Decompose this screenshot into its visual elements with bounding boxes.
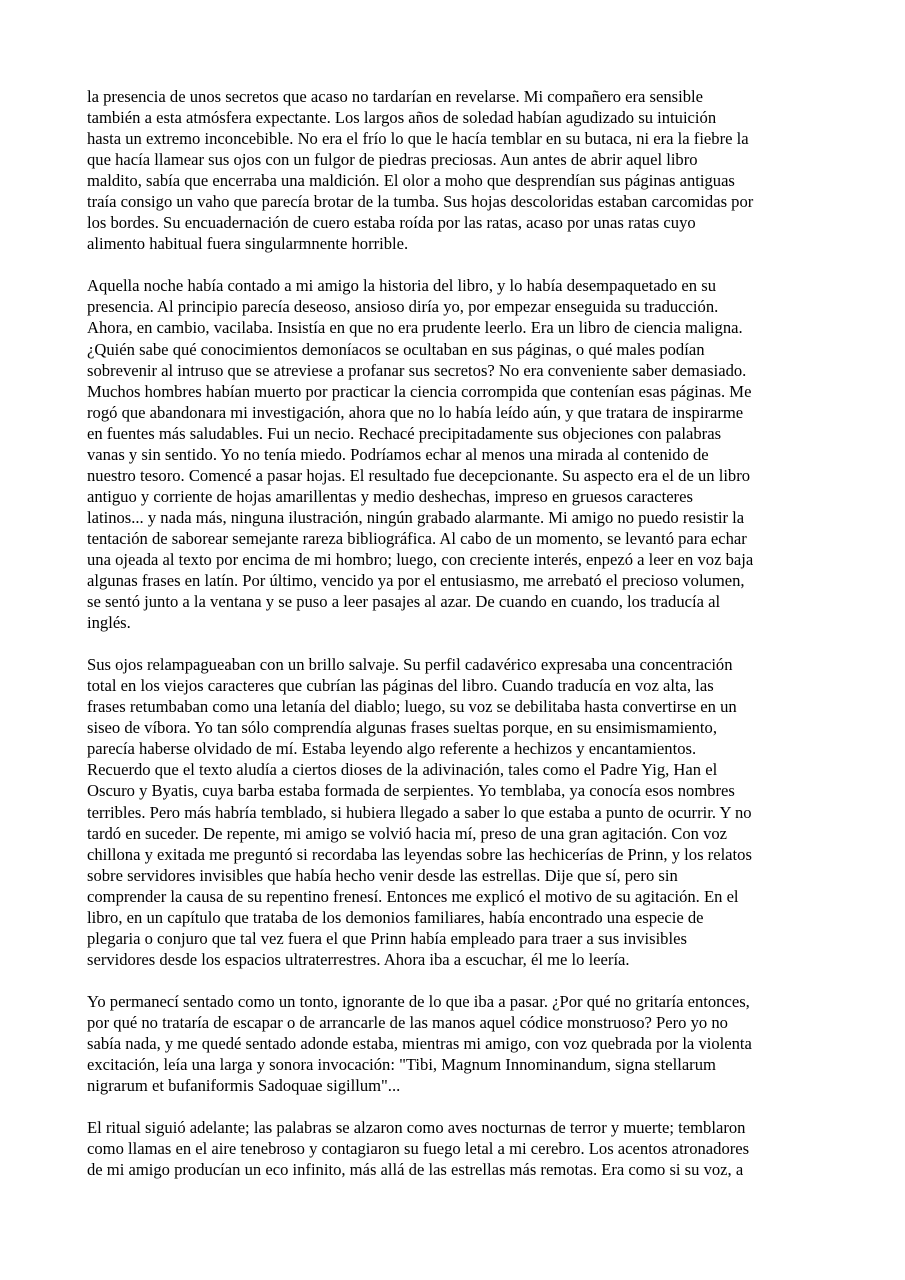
- text-line: como llamas en el aire tenebroso y contagiaron su fuego letal a mi cerebro. Los acentos atronadores: [87, 1139, 750, 1159]
- text-line: por qué no trataría de escapar o de arrancarle de las manos aquel códice monstruoso? Pero yo no: [87, 1012, 728, 1032]
- text-line: tardó en suceder. De repente, mi amigo se volvió hacia mí, preso de una gran agitación. Con voz: [87, 823, 728, 843]
- text-line: tentación de saborear semejante rareza bibliográfica. Al cabo de un momento, se levantó para echar: [87, 528, 747, 548]
- text-line: rogó que abandonara mi investigación, ahora que no lo había leído aún, y que tratara de inspirarme: [87, 402, 744, 422]
- text-line: Sus ojos relampagueaban con un brillo salvaje. Su perfil cadavérico expresaba una concentración: [87, 655, 733, 675]
- paragraph-3: [87, 654, 822, 970]
- text-line: vanas y sin sentido. Yo no tenía miedo. Podríamos echar al menos una mirada al contenido de: [87, 444, 709, 464]
- text-line: los bordes. Su encuadernación de cuero estaba roída por las ratas, acaso por unas ratas cuyo: [87, 213, 696, 233]
- text-line: siseo de víbora. Yo tan sólo comprendía algunas frases sueltas porque, en su ensimismamiento,: [87, 718, 717, 738]
- text-line: Aquella noche había contado a mi amigo la historia del libro, y lo había desempaquetado en su: [87, 276, 716, 296]
- text-line: también a esta atmósfera expectante. Los largos años de soledad habían agudizado su intuición: [87, 108, 717, 128]
- text-line: total en los viejos caracteres que cubrían las páginas del libro. Cuando traducía en voz alta, las: [87, 676, 714, 696]
- text-line: latinos... y nada más, ninguna ilustración, ningún grabado alarmante. Mi amigo no puedo resistir la: [87, 507, 745, 527]
- text-line: El ritual siguió adelante; las palabras se alzaron como aves nocturnas de terror y muerte; temblaron: [87, 1118, 746, 1138]
- text-line: Ahora, en cambio, vacilaba. Insistía en que no era prudente leerlo. Era un libro de ciencia maligna.: [87, 318, 743, 338]
- text-line: nigrarum et bufaniformis Sadoquae sigillum"...: [87, 1076, 401, 1096]
- text-line: Yo permanecí sentado como un tonto, ignorante de lo que iba a pasar. ¿Por qué no gritaría entonces,: [87, 991, 750, 1011]
- text-line: parecía haberse olvidado de mí. Estaba leyendo algo referente a hechizos y encantamientos.: [87, 739, 697, 759]
- text-line: comprender la causa de su repentino frenesí. Entonces me explicó el motivo de su agitación. En el: [87, 886, 739, 906]
- text-line: excitación, leía una larga y sonora invocación: "Tibi, Magnum Innominandum, signa stellarum: [87, 1055, 716, 1075]
- paragraph-2: [87, 275, 822, 633]
- text-line: hasta un extremo inconcebible. No era el frío lo que le hacía temblar en su butaca, ni era la fiebre la: [87, 129, 749, 149]
- text-line: que hacía llamear sus ojos con un fulgor de piedras preciosas. Aun antes de abrir aquel libro: [87, 150, 698, 170]
- text-line: maldito, sabía que encerraba una maldición. El olor a moho que desprendían sus páginas antiguas: [87, 171, 735, 191]
- text-line: Muchos hombres habían muerto por practicar la ciencia corrompida que contenían esas páginas. Me: [87, 381, 752, 401]
- text-line: alimento habitual fuera singularmnente horrible.: [87, 234, 409, 254]
- text-line: ¿Quién sabe qué conocimientos demoníacos se ocultaban en sus páginas, o qué males podían: [87, 339, 705, 359]
- text-line: terribles. Pero más habría temblado, si hubiera llegado a saber lo que estaba a punto de ocurrir. Y no: [87, 802, 752, 822]
- text-line: libro, en un capítulo que trataba de los demonios familiares, había encontrado una especie de: [87, 907, 704, 927]
- text-line: presencia. Al principio parecía deseoso, ansioso diría yo, por empezar enseguida su traducción.: [87, 297, 719, 317]
- text-line: servidores desde los espacios ultraterrestres. Ahora iba a escuchar, él me lo leería.: [87, 949, 630, 969]
- document-page: [87, 86, 822, 1201]
- text-line: la presencia de unos secretos que acaso no tardarían en revelarse. Mi compañero era sensible: [87, 87, 704, 106]
- paragraph-1: [87, 86, 822, 254]
- text-line: chillona y exitada me preguntó si recordaba las leyendas sobre las hechicerías de Prinn, y los relatos: [87, 844, 752, 864]
- text-line: de mi amigo producían un eco infinito, más allá de las estrellas más remotas. Era como si su voz, a: [87, 1160, 744, 1180]
- text-line: una ojeada al texto por encima de mi hombro; luego, con creciente interés, enpezó a leer en voz baja: [87, 549, 754, 569]
- text-line: frases retumbaban como una letanía del diablo; luego, su voz se debilitaba hasta convertirse en un: [87, 697, 737, 717]
- text-line: nuestro tesoro. Comencé a pasar hojas. El resultado fue decepcionante. Su aspecto era el de un libro: [87, 465, 751, 485]
- text-line: sobrevenir al intruso que se atreviese a profanar sus secretos? No era conveniente saber demasiado.: [87, 360, 747, 380]
- text-line: inglés.: [87, 613, 131, 633]
- text-line: en fuentes más saludables. Fui un necio. Rechacé precipitadamente sus objeciones con palabras: [87, 423, 722, 443]
- paragraph-5: [87, 1117, 822, 1180]
- text-line: antiguo y corriente de hojas amarillentas y medio deshechas, impreso en gruesos caracteres: [87, 486, 693, 506]
- text-line: plegaria o conjuro que tal vez fuera el que Prinn había empleado para traer a sus invisibles: [87, 928, 687, 948]
- text-line: sobre servidores invisibles que había hecho venir desde las estrellas. Dije que sí, pero sin: [87, 865, 678, 885]
- text-line: sabía nada, y me quedé sentado adonde estaba, mientras mi amigo, con voz quebrada por la violenta: [87, 1033, 752, 1053]
- text-line: se sentó junto a la ventana y se puso a leer pasajes al azar. De cuando en cuando, los traducía al: [87, 592, 721, 612]
- text-line: algunas frases en latín. Por último, vencido ya por el entusiasmo, me arrebató el precioso volumen,: [87, 571, 745, 591]
- text-line: traía consigo un vaho que parecía brotar de la tumba. Sus hojas descoloridas estaban carcomidas por: [87, 192, 754, 212]
- text-line: Recuerdo que el texto aludía a ciertos dioses de la adivinación, tales como el Padre Yig, Han el: [87, 760, 718, 780]
- text-line: Oscuro y Byatis, cuya barba estaba formada de serpientes. Yo temblaba, ya conocía esos nombres: [87, 781, 735, 801]
- paragraph-4: [87, 991, 822, 1096]
